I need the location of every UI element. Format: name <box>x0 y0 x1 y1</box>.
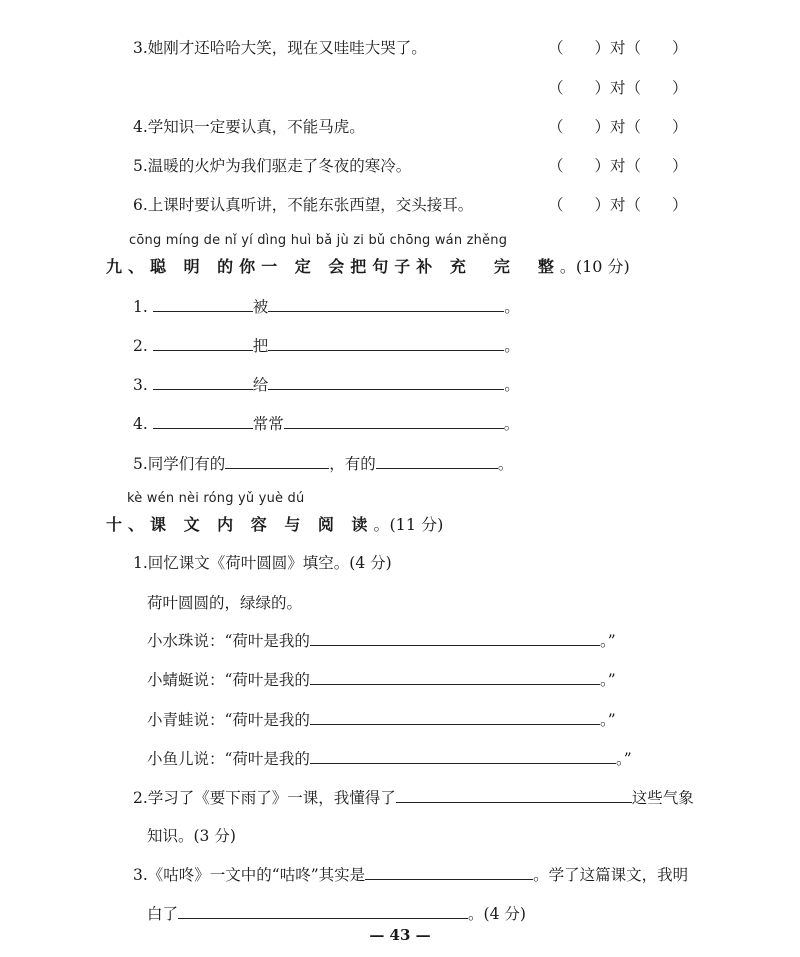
blank-field[interactable] <box>284 414 504 429</box>
item-mid: ，有的 <box>329 455 376 473</box>
q2-text-end: 这些气象 <box>631 789 694 807</box>
speaker-text: 小青蛙说：“荷叶是我的 <box>147 711 310 729</box>
item-keyword: 被 <box>252 298 269 316</box>
item-end: 。 <box>497 455 514 473</box>
q3-text: 白了 <box>147 905 179 923</box>
item-number: 4. <box>133 415 148 433</box>
q1-line-frog <box>147 708 616 730</box>
blank-field[interactable] <box>310 631 600 646</box>
line-end: 。” <box>599 632 616 650</box>
judgment-4-answer[interactable]: （ ）对（ ） <box>548 118 688 136</box>
blank-field[interactable] <box>268 336 504 351</box>
section9-item-3 <box>133 373 520 395</box>
speaker-text: 小蜻蜓说：“荷叶是我的 <box>147 671 310 689</box>
blank-field[interactable] <box>153 336 253 351</box>
blank-field[interactable] <box>310 749 616 764</box>
q1-intro: 荷叶圆圆的，绿绿的。 <box>147 594 303 612</box>
blank-field[interactable] <box>310 710 600 725</box>
q2-line2: 知识。(3 分) <box>147 827 236 845</box>
judgment-extra-answer[interactable]: （ ）对（ ） <box>548 79 688 97</box>
judgment-3-answer[interactable]: （ ）对（ ） <box>548 39 688 57</box>
blank-field[interactable] <box>153 297 253 312</box>
q1-line-dragonfly <box>147 668 616 690</box>
blank-field[interactable] <box>268 297 504 312</box>
q1-line-fish <box>147 747 632 769</box>
blank-field[interactable] <box>153 375 253 390</box>
blank-field[interactable] <box>153 414 253 429</box>
item-end: 。 <box>504 298 520 316</box>
q2-line1 <box>133 786 694 808</box>
q1-line-waterdrop <box>147 629 616 651</box>
section10-title <box>106 512 443 535</box>
item-prefix: 5.同学们有的 <box>133 455 226 473</box>
item-keyword: 把 <box>252 337 269 355</box>
section10-pinyin: kè wén nèi róng yǔ yuè dú <box>127 491 305 506</box>
section9-score: 。(10 分) <box>559 257 630 276</box>
line-end: 。” <box>615 750 632 768</box>
blank-field[interactable] <box>178 904 468 919</box>
item-end: 。 <box>504 337 520 355</box>
section9-item-5 <box>133 452 513 474</box>
item-keyword: 给 <box>252 376 269 394</box>
q3-line1 <box>133 863 688 885</box>
judgment-4-text: 4.学知识一定要认真，不能马虎。 <box>133 118 365 136</box>
speaker-text: 小水珠说：“荷叶是我的 <box>147 632 310 650</box>
section9-item-2 <box>133 334 520 356</box>
q3-text-end: 。学了这篇课文，我明 <box>533 866 689 884</box>
judgment-5-text: 5.温暖的火炉为我们驱走了冬夜的寒冷。 <box>133 157 412 175</box>
blank-field[interactable] <box>268 375 504 390</box>
blank-field[interactable] <box>225 454 329 469</box>
judgment-5-answer[interactable]: （ ）对（ ） <box>548 157 688 175</box>
item-end: 。 <box>504 376 520 394</box>
section9-title <box>106 254 630 277</box>
blank-field[interactable] <box>396 788 632 803</box>
section10-score: 。(11 分) <box>373 515 444 534</box>
q1-prompt: 1.回忆课文《荷叶圆圆》填空。(4 分) <box>133 554 392 572</box>
item-number: 3. <box>133 376 148 394</box>
speaker-text: 小鱼儿说：“荷叶是我的 <box>147 750 310 768</box>
q3-text: 3.《咕咚》一文中的“咕咚”其实是 <box>133 866 366 884</box>
blank-field[interactable] <box>376 454 498 469</box>
section9-pinyin: cōng míng de nǐ yí dìng huì bǎ jù zi bǔ chōng wán zhěng <box>129 233 508 248</box>
section10-title-text: 十、课 文 内 容 与 阅 读 <box>106 515 374 534</box>
item-number: 1. <box>133 298 148 316</box>
page-number: — 43 — <box>369 926 431 944</box>
q3-score: 。(4 分) <box>468 905 526 923</box>
item-number: 2. <box>133 337 148 355</box>
q2-text: 2.学习了《要下雨了》一课，我懂得了 <box>133 789 396 807</box>
blank-field[interactable] <box>365 865 533 880</box>
line-end: 。” <box>599 711 616 729</box>
judgment-3-text: 3.她刚才还哈哈大笑，现在又哇哇大哭了。 <box>133 39 427 57</box>
section9-item-1 <box>133 295 520 317</box>
section9-item-4 <box>133 412 519 434</box>
line-end: 。” <box>599 671 616 689</box>
judgment-6-answer[interactable]: （ ）对（ ） <box>548 196 688 214</box>
blank-field[interactable] <box>310 670 600 685</box>
judgment-6-text: 6.上课时要认真听讲，不能东张西望，交头接耳。 <box>133 196 474 214</box>
item-keyword: 常常 <box>252 415 284 433</box>
item-end: 。 <box>503 415 520 433</box>
section9-title-text: 九、聪 明 的你一 定 会把句子补 充 完 整 <box>106 257 560 276</box>
q3-line2 <box>147 902 526 924</box>
